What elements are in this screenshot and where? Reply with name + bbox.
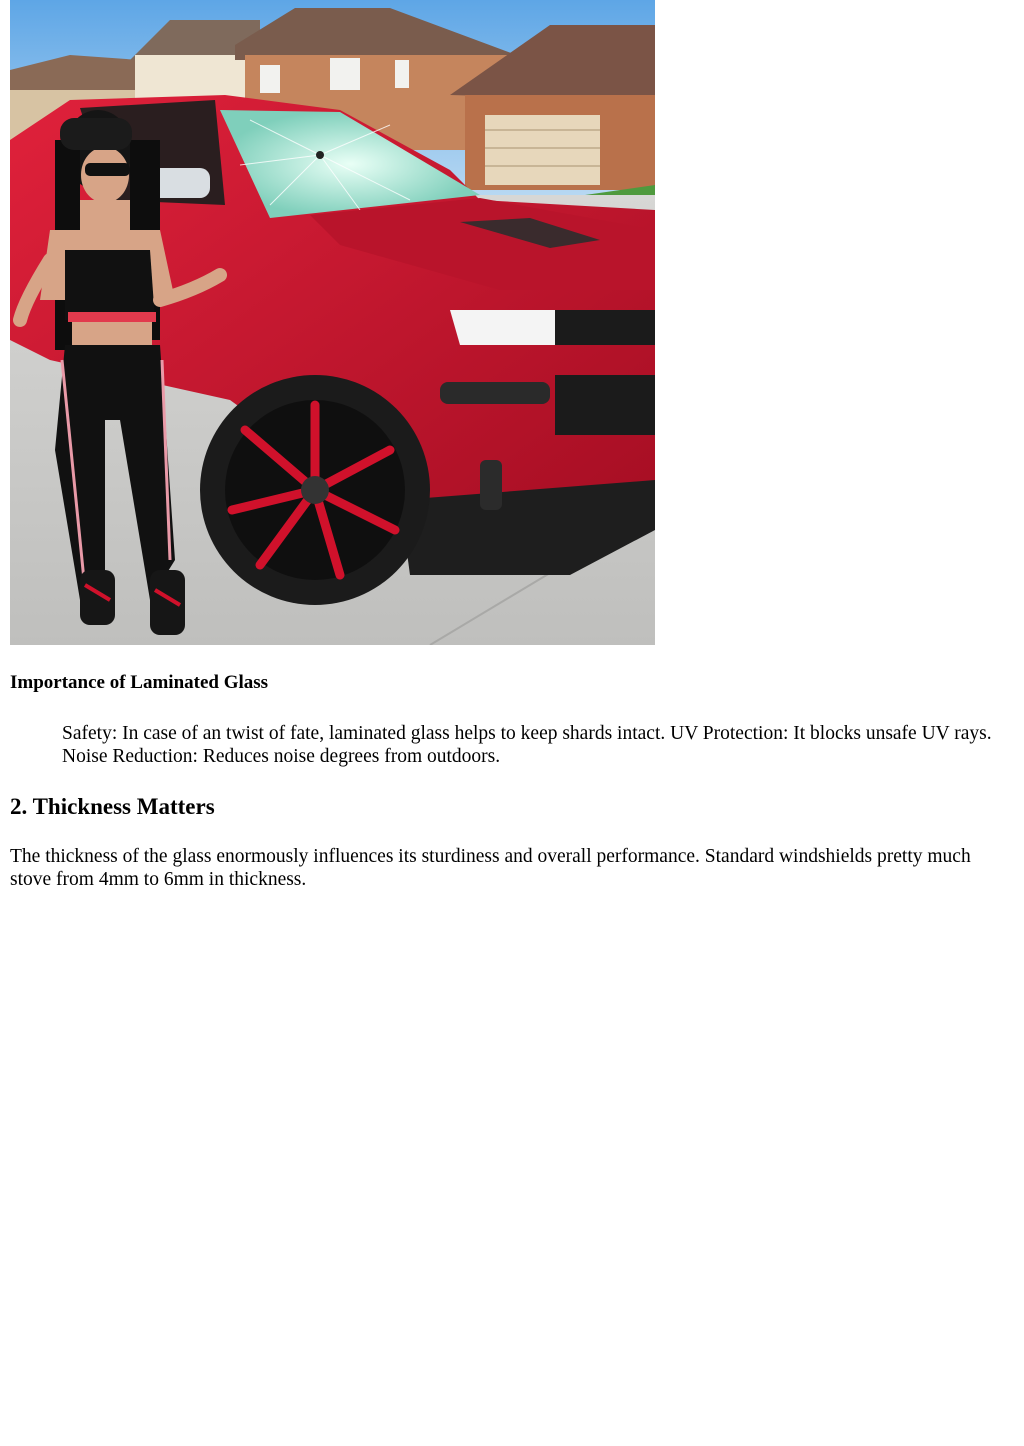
thickness-paragraph: The thickness of the glass enormously influences its sturdiness and overall performance. Standard windshields pretty much stove from 4mm to 6mm in thickness. <box>10 846 971 890</box>
hero-image <box>10 0 655 645</box>
thickness-heading: 2. Thickness Matters <box>10 794 215 819</box>
section-heading: Importance of Laminated Glass <box>10 672 269 693</box>
truck-photo-illustration <box>10 0 655 645</box>
laminated-glass-benefits-quote: Safety: In case of an twist of fate, laminated glass helps to keep shards intact. UV Protection: It blocks unsafe UV rays. Noise Reduction: Reduces noise degrees from outdoors. <box>62 723 992 767</box>
